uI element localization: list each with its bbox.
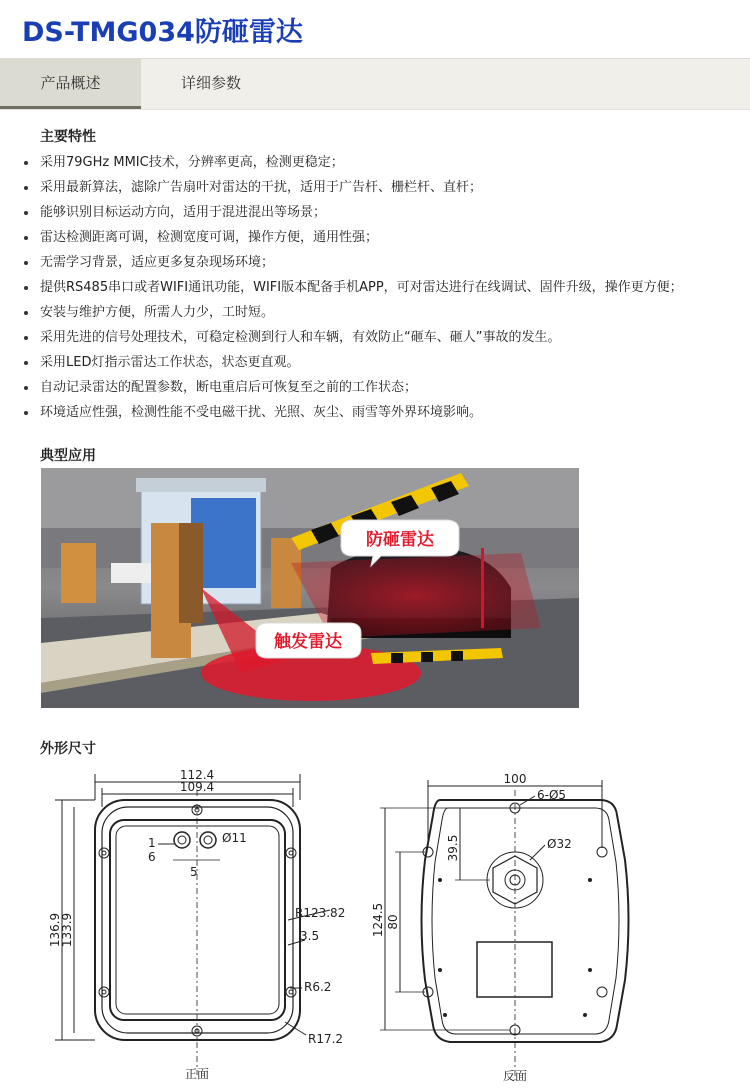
dim-3-5: 3.5 [300,929,320,943]
list-item: 能够识别目标运动方向，适用于混进混出等场景； [22,200,742,225]
dim-front-width-outer: 112.4 [179,768,215,782]
dim-back-124-5: 124.5 [371,902,385,938]
tab-specs[interactable]: 详细参数 [180,74,241,92]
front-caption: 正面 [184,1067,210,1081]
bullet-icon [24,261,28,265]
application-illustration [41,468,579,708]
application-heading: 典型应用 [40,448,96,464]
dim-back-80: 80 [386,914,400,930]
bullet-icon [24,236,28,240]
features-list [22,150,742,425]
bullet-icon [24,386,28,390]
list-item: 无需学习背景，适应更多复杂现场环境； [22,250,742,275]
back-caption: 反面 [502,1069,528,1083]
features-heading: 主要特性 [40,129,96,145]
label-bottom: 触发雷达 [274,632,342,652]
tab-overview[interactable]: 产品概述 [0,59,141,109]
dimensions-heading: 外形尺寸 [40,741,96,757]
label-top: 防砸雷达 [366,530,434,550]
dim-n1: 1 [148,836,156,850]
bullet-icon [24,361,28,365]
dim-r123: R123.82 [295,906,346,920]
list-item: 安装与维护方便，所需人力少，工时短。 [22,300,742,325]
bullet-icon [24,286,28,290]
list-item: 采用最新算法，滤除广告扇叶对雷达的干扰，适用于广告杆、栅栏杆、直杆； [22,175,742,200]
list-item: 采用先进的信号处理技术，可稳定检测到行人和车辆，有效防止“砸车、砸人”事故的发生。 [22,325,742,350]
tab-bar [0,58,750,110]
dim-r6-2: R6.2 [304,980,332,994]
page-title: DS-TMG034防砸雷达 [22,17,303,48]
list-item: 雷达检测距离可调，检测宽度可调，操作方便，通用性强； [22,225,742,250]
list-item: 采用79GHz MMIC技术，分辨率更高，检测更稳定； [22,150,742,175]
dimension-drawing [40,760,740,1085]
dim-n5: 5 [190,865,198,879]
dim-back-width: 100 [503,772,527,786]
dim-back-bore: Ø32 [547,837,572,851]
dim-back-39-5: 39.5 [446,834,460,862]
bullet-icon [24,311,28,315]
dim-hole-diameter: Ø11 [222,831,247,845]
dim-front-width-inner: 109.4 [179,780,215,794]
dim-n6: 6 [148,850,156,864]
list-item: 环境适应性强，检测性能不受电磁干扰、光照、灰尘、雨雪等外界环境影响。 [22,400,742,425]
bullet-icon [24,336,28,340]
dim-back-holes: 6-Ø5 [537,788,567,802]
bullet-icon [24,411,28,415]
list-item: 提供RS485串口或者WIFI通讯功能，WIFI版本配备手机APP，可对雷达进行在线调试、固件升级，操作更方便； [22,275,742,300]
dim-r17-2: R17.2 [308,1032,344,1046]
dim-front-height-inner: 133.9 [60,912,74,948]
dim-front-height-outer: 136.9 [48,912,62,948]
list-item: 自动记录雷达的配置参数，断电重启后可恢复至之前的工作状态； [22,375,742,400]
bullet-icon [24,211,28,215]
list-item: 采用LED灯指示雷达工作状态，状态更直观。 [22,350,742,375]
bullet-icon [24,161,28,165]
bullet-icon [24,186,28,190]
